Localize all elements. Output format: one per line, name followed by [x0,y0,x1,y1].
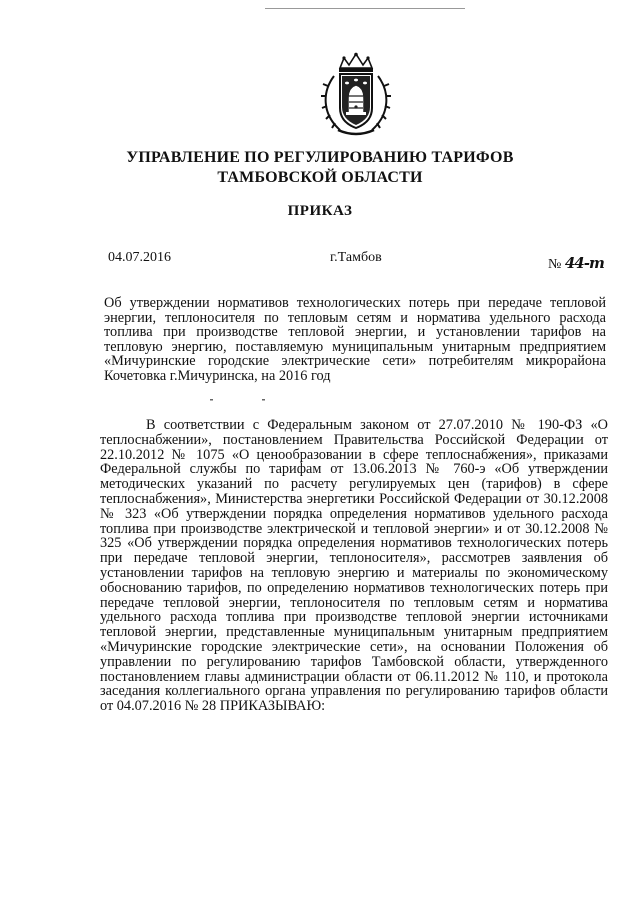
organization-title: УПРАВЛЕНИЕ ПО РЕГУЛИРОВАНИЮ ТАРИФОВ ТАМБОВСКОЙ ОБЛАСТИ [126,149,514,186]
order-date: 04.07.2016 [108,250,171,265]
tambov-coat-of-arms-icon [318,52,394,138]
order-number-handwritten: 44-т [564,254,604,272]
document-type-title: ПРИКАЗ [287,203,353,219]
scan-artifact-line [265,8,465,9]
order-subject: Об утверждении нормативов технологических потерь при передаче тепловой энергии, теплоносителя по тепловым сетям и норматива удельного расхода топлива при производстве тепловой энергии, и установлении тарифов на тепловую энергию, поставляемую муниципальным унитарным предприятием «Мичуринские городские электрические сети» потребителям микрорайона Кочетовка г.Мичуринска, на 2016 год [104,295,606,384]
order-number [548,254,604,273]
order-preamble: В соответствии с Федеральным законом от 27.07.2010 № 190-ФЗ «О теплоснабжении», постановлением Правительства Российской Федерации от 22.10.2012 № 1075 «О ценообразовании в сфере теплоснабжения», приказами Федеральной службы по тарифам от 13.06.2013 № 760-э «Об утверждении методических указаний по расчету регулируемых цен (тарифов) в сфере теплоснабжения», Министерства энергетики Российской Федерации от 30.12.2008 № 323 «Об утверждении порядка определения нормативов удельного расхода топлива при производстве электрической и тепловой энергии» и от 30.12.2008 № 325 «Об утверждении порядка определения нормативов технологических потерь при передаче тепловой энергии, теплоносителя», рассмотрев заявления об установлении тарифов на тепловую энергию и материалы по экономическому обоснованию тарифов, по определению нормативов технологических потерь при передаче тепловой энергии, теплоносителя по тепловым сетям и норматива удельного расхода топлива при производстве тепловой энергии источниками тепловой энергии, представленные муниципальным унитарным предприятием «Мичуринские городские электрические сети», на основании Положения об управлении по регулированию тарифов Тамбовской области, утвержденного постановлением главы администрации области от 06.11.2012 № 110, и протокола заседания коллегиального органа управления по регулированию тарифов области от 04.07.2016 № 28 ПРИКАЗЫВАЮ: [100,417,608,715]
order-number-label: № [548,257,562,272]
scan-speck-marks [210,396,280,404]
order-city: г.Тамбов [330,250,382,265]
